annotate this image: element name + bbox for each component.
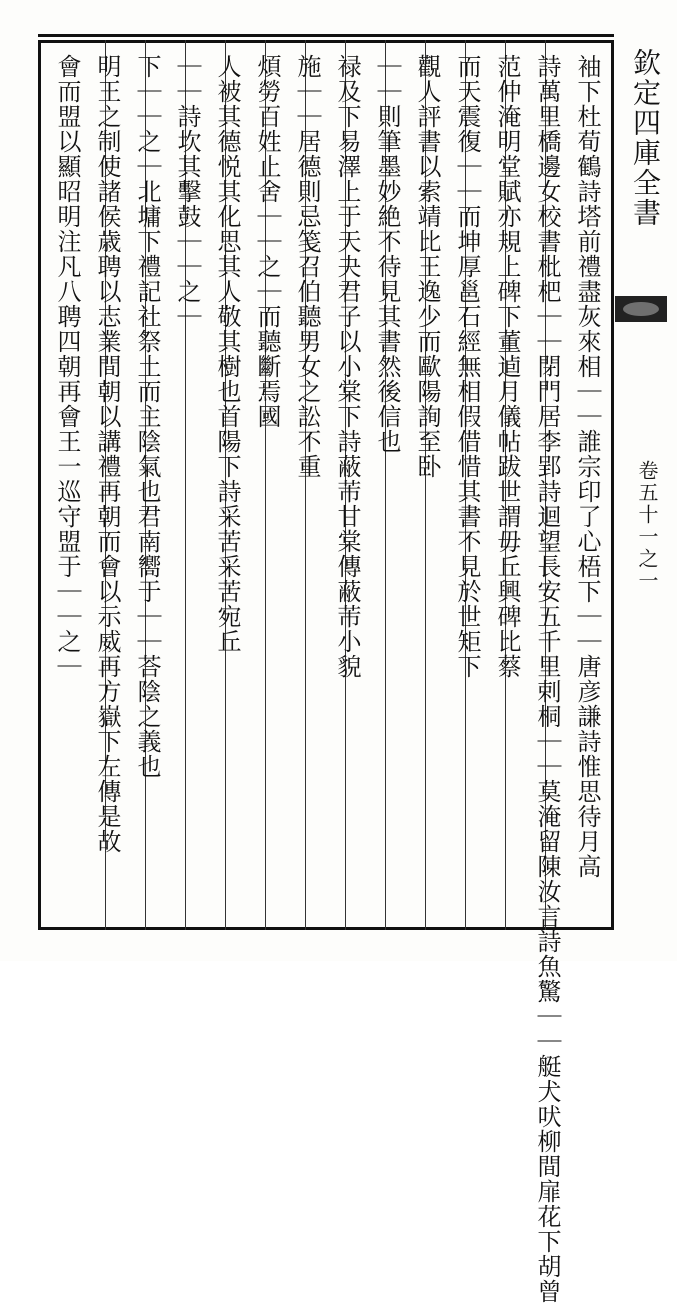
- text-column: 觀人評書以索靖比王逸少而歐陽詢至卧: [413, 54, 441, 479]
- page-frame: [38, 40, 614, 930]
- text-column: 明王之制使諸侯歳聘以志業間朝以講禮再朝而會以示威再方嶽下左傳是故: [93, 54, 121, 854]
- frame-top-rule: [38, 34, 614, 37]
- book-title: 欽定四庫全書: [629, 48, 662, 228]
- text-column: 下｜｜之｜北墉下禮記社祭土而主陰氣也君南嚮于｜｜荅陰之義也: [133, 54, 161, 779]
- text-column: 會而盟以顯昭明注凡八聘四朝再會王一巡守盟于｜｜之｜: [53, 54, 81, 679]
- text-column: 禄及下易澤上于天夬君子以小棠下詩蔽芾甘棠傳蔽芾小貌: [333, 54, 361, 679]
- text-column: ｜｜詩坎其擊鼓｜｜之｜: [173, 54, 201, 329]
- text-column: 范仲淹明堂賦亦規上碑下董逌月儀帖跋世謂毋丘興碑比蔡: [493, 54, 521, 679]
- text-column: 施｜｜居德則忌笺召伯聽男女之訟不重: [293, 54, 321, 479]
- text-column: 人被其德悦其化思其人敬其樹也首陽下詩采苦采苦宛丘: [213, 54, 241, 654]
- text-column: 而天震復｜｜而坤厚邕石經無相假借惜其書不見於世矩下: [453, 54, 481, 679]
- text-column: 袖下杜荀鶴詩塔前禮盡灰來相｜｜誰宗印了心梧下｜｜唐彦謙詩惟思待月高: [573, 54, 601, 879]
- fish-tail-mark: [615, 296, 667, 322]
- text-column: 詩萬里橋邊女校書枇杷｜｜閉門居李郢詩迴望長安五千里剌桐｜｜莫淹留陳汝言詩魚驚｜｜艇犬吠柳間扉花下胡曾: [533, 54, 561, 1304]
- volume-label: 卷五十一之一: [635, 460, 659, 592]
- text-column: ｜｜則筆墨妙絶不待見其書然後信也: [373, 54, 401, 454]
- page-margin: [615, 40, 677, 930]
- text-column: 煩勞百姓止舍｜｜之｜而聽斷焉國: [253, 54, 281, 429]
